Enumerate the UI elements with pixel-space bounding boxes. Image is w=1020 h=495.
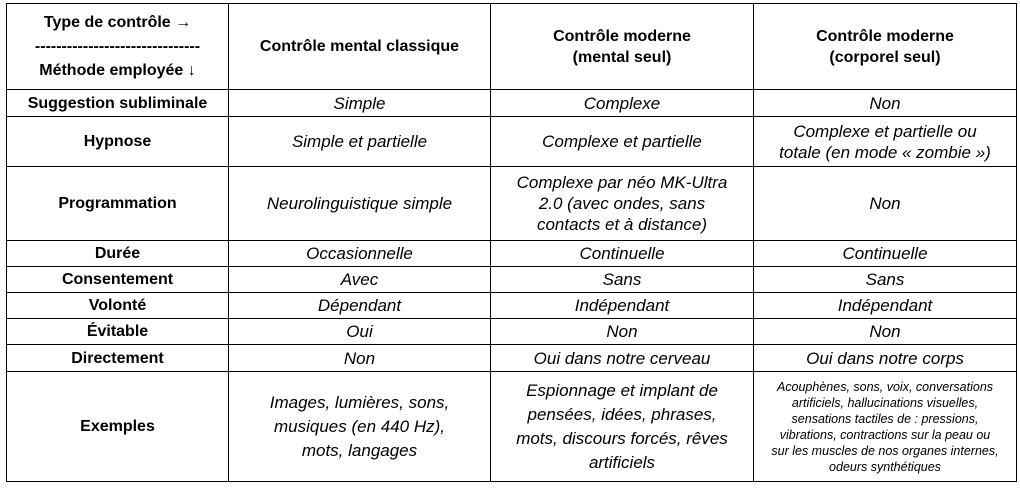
table-cell: Non xyxy=(754,319,1017,345)
table-cell: Complexe par néo MK-Ultra 2.0 (avec ondes, sans contacts et à distance) xyxy=(491,167,754,241)
table-row xyxy=(7,267,1017,293)
corner-divider: ------------------------------- xyxy=(34,37,201,55)
row-label: Exemples xyxy=(7,372,229,482)
table-row xyxy=(7,241,1017,267)
corner-bottom-label: Méthode employée ↓ xyxy=(39,61,196,79)
row-label: Programmation xyxy=(7,167,229,241)
table-cell: Complexe et partielle ou totale (en mode « zombie ») xyxy=(754,117,1017,167)
table-cell: Non xyxy=(491,319,754,345)
table-cell: Indépendant xyxy=(491,293,754,319)
table-cell: Avec xyxy=(229,267,491,293)
comparison-table xyxy=(6,3,1017,482)
table-cell: Non xyxy=(229,345,491,372)
table-cell: Sans xyxy=(491,267,754,293)
row-label: Hypnose xyxy=(7,117,229,167)
header-row xyxy=(7,4,1017,90)
row-label: Suggestion subliminale xyxy=(7,90,229,117)
table-cell: Espionnage et implant de pensées, idées, phrases, mots, discours forcés, rêves artificiels xyxy=(491,372,754,482)
table-cell: Occasionnelle xyxy=(229,241,491,267)
table-cell: Indépendant xyxy=(754,293,1017,319)
table-cell: Complexe et partielle xyxy=(491,117,754,167)
column-header-classic: Contrôle mental classique xyxy=(229,4,491,90)
table-cell: Simple xyxy=(229,90,491,117)
table-row xyxy=(7,372,1017,482)
table-cell: Acouphènes, sons, voix, conversations artificiels, hallucinations visuelles, sensations tactiles de : pressions, vibrations, contractions sur la peau ou sur les muscles de nos organes internes, odeurs synthétiques xyxy=(754,372,1017,482)
table-cell: Continuelle xyxy=(754,241,1017,267)
table-cell: Sans xyxy=(754,267,1017,293)
corner-top-label: Type de contrôle → xyxy=(43,13,192,31)
table-row xyxy=(7,319,1017,345)
table-cell: Oui xyxy=(229,319,491,345)
table-row xyxy=(7,345,1017,372)
row-label: Durée xyxy=(7,241,229,267)
table-cell: Oui dans notre corps xyxy=(754,345,1017,372)
table-row xyxy=(7,90,1017,117)
column-header-modern-body: Contrôle moderne (corporel seul) xyxy=(754,4,1017,90)
row-label: Consentement xyxy=(7,267,229,293)
table-cell: Neurolinguistique simple xyxy=(229,167,491,241)
table-cell: Oui dans notre cerveau xyxy=(491,345,754,372)
row-label: Volonté xyxy=(7,293,229,319)
column-header-modern-mental: Contrôle moderne (mental seul) xyxy=(491,4,754,90)
table-row xyxy=(7,167,1017,241)
corner-header-cell xyxy=(7,4,229,90)
table-cell: Non xyxy=(754,167,1017,241)
row-label: Évitable xyxy=(7,319,229,345)
table-cell: Dépendant xyxy=(229,293,491,319)
row-label: Directement xyxy=(7,345,229,372)
table-row xyxy=(7,293,1017,319)
table-cell: Complexe xyxy=(491,90,754,117)
table-cell: Non xyxy=(754,90,1017,117)
table-cell: Simple et partielle xyxy=(229,117,491,167)
table-cell: Images, lumières, sons, musiques (en 440 Hz), mots, langages xyxy=(229,372,491,482)
table-row xyxy=(7,117,1017,167)
table-cell: Continuelle xyxy=(491,241,754,267)
